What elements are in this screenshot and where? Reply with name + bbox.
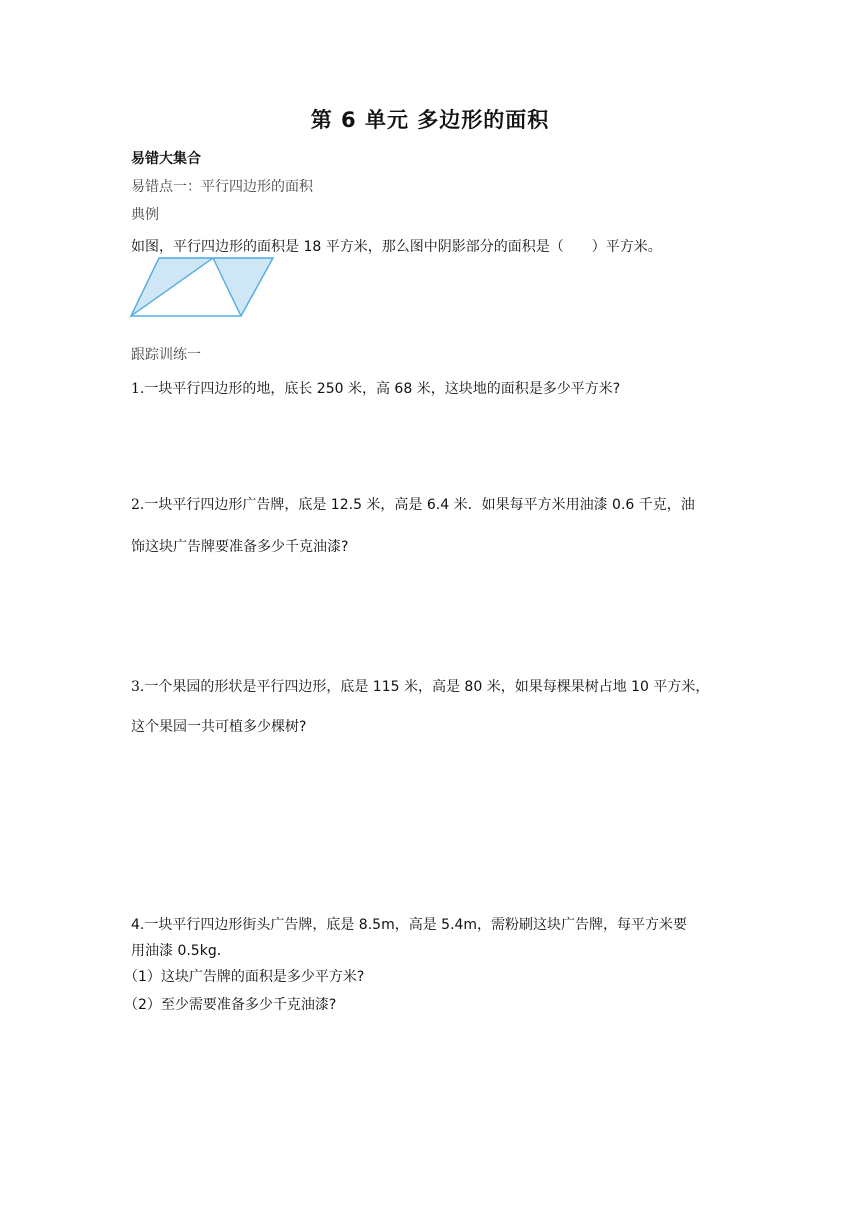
question-3-line-2: 这个果园一共可植多少棵树? bbox=[131, 719, 307, 735]
question-4-sub-1: （1）这块广告牌的面积是多少平方米? bbox=[124, 969, 365, 985]
question-1-number: 1. bbox=[131, 381, 145, 397]
question-2-line-2: 饰这块广告牌要准备多少千克油漆? bbox=[131, 539, 349, 555]
question-3-text-1: 一个果园的形状是平行四边形，底是 115 米，高是 80 米，如果每棵果树占地 10 平方米， bbox=[144, 679, 710, 695]
practice-label: 跟踪训练一 bbox=[131, 347, 201, 363]
section-heading: 易错大集合 bbox=[131, 151, 201, 167]
question-1-text: 一块平行四边形的地，底长 250 米，高 68 米，这块地的面积是多少平方米? bbox=[144, 381, 621, 397]
question-2-text-1: 一块平行四边形广告牌，底是 12.5 米，高是 6.4 米．如果每平方米用油漆 0.6 千克，油 bbox=[144, 497, 695, 513]
question-2-line-1 bbox=[131, 494, 695, 514]
question-4-sub-2: （2）至少需要准备多少千克油漆? bbox=[124, 997, 337, 1013]
question-3-line-1 bbox=[131, 676, 709, 696]
question-2-number: 2. bbox=[131, 497, 145, 513]
shaded-triangle-right bbox=[213, 258, 273, 316]
example-label: 典例 bbox=[131, 207, 159, 223]
example-question: 如图，平行四边形的面积是 18 平方米，那么图中阴影部分的面积是（ ）平方米。 bbox=[131, 239, 662, 255]
page-title: 第 6 单元 多边形的面积 bbox=[310, 108, 550, 132]
question-4-line-2: 用油漆 0.5kg． bbox=[131, 943, 231, 959]
parallelogram-figure bbox=[129, 256, 277, 320]
error-point-label: 易错点一：平行四边形的面积 bbox=[131, 179, 313, 195]
question-4-line-1: 4.一块平行四边形街头广告牌，底是 8.5m，高是 5.4m，需粉刷这块广告牌，每平方米要 bbox=[131, 917, 688, 933]
question-1 bbox=[131, 378, 620, 398]
question-3-number: 3. bbox=[131, 679, 145, 695]
